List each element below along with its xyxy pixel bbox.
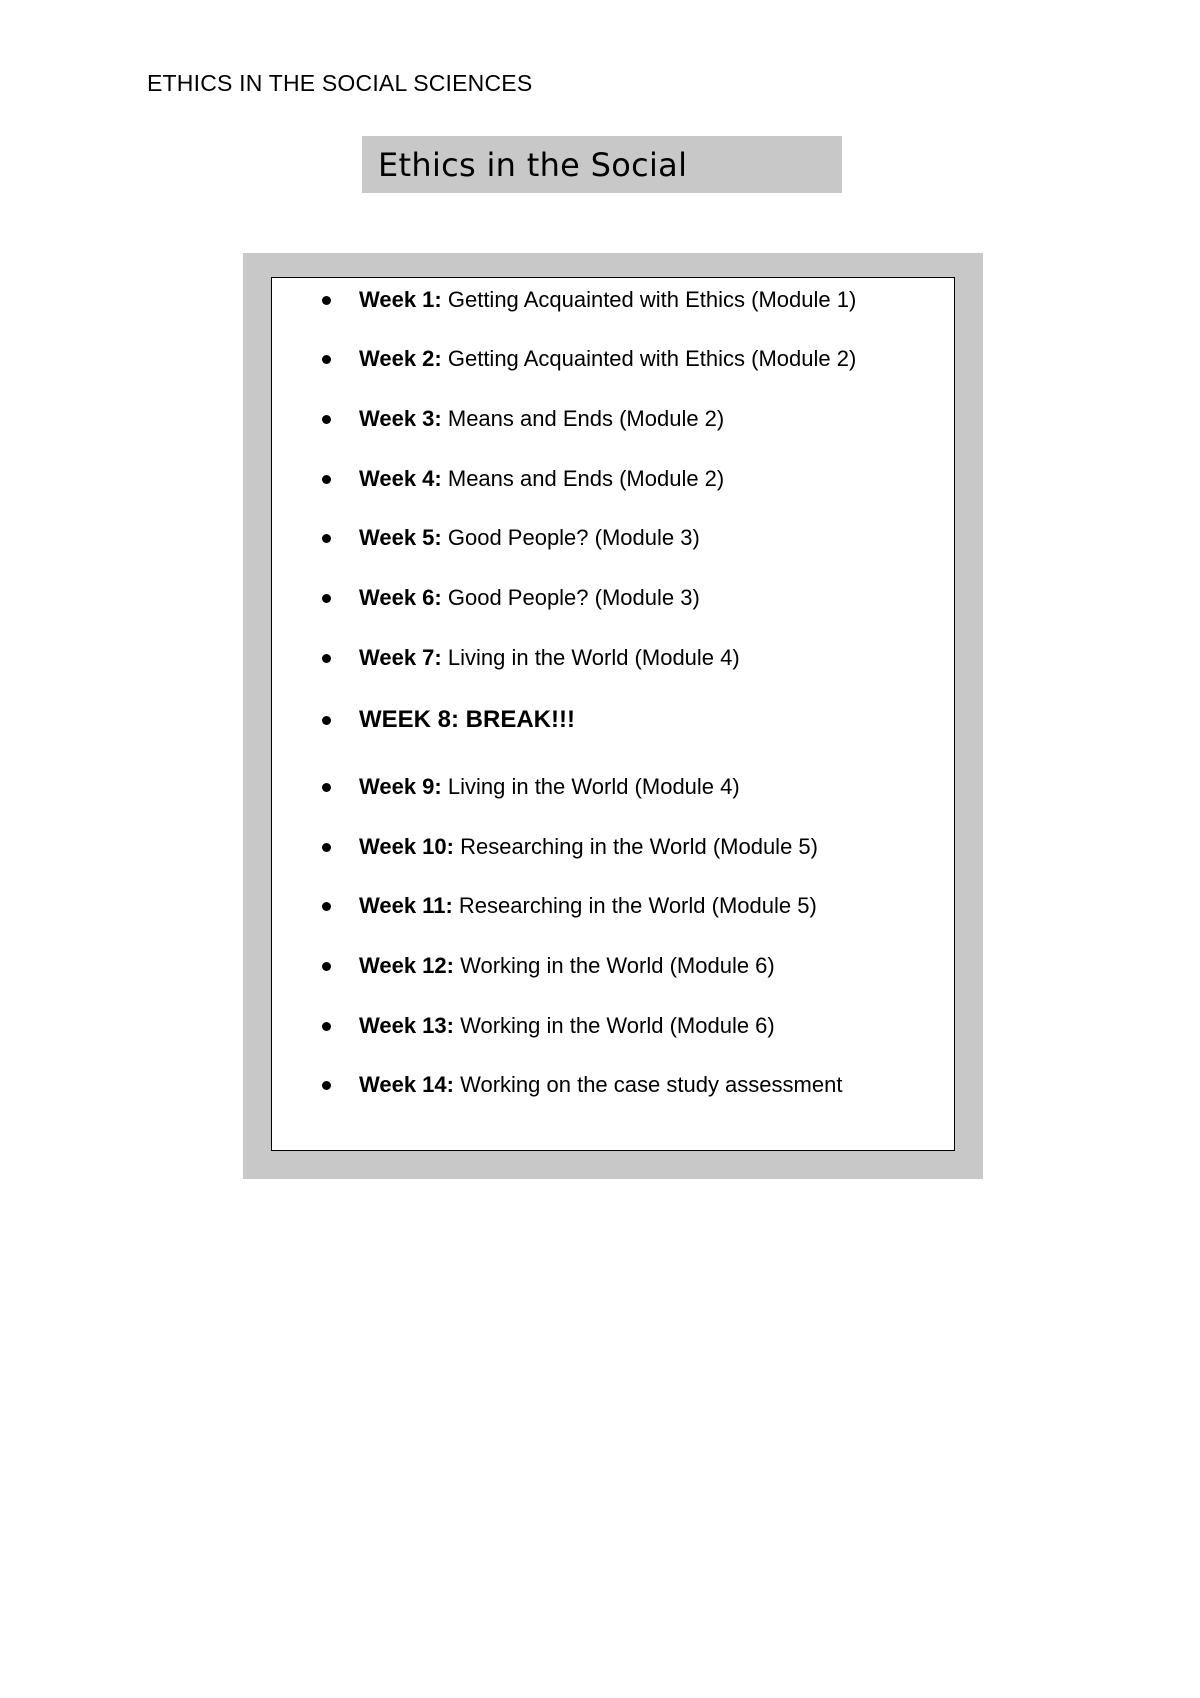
- week-label: Week 13:: [359, 1013, 454, 1038]
- week-topic: Living in the World (Module 4): [441, 645, 740, 670]
- bullet-icon: [322, 1081, 331, 1090]
- week-topic: Living in the World (Module 4): [441, 774, 740, 799]
- bullet-icon: [322, 415, 331, 424]
- bullet-icon: [322, 716, 331, 725]
- week-topic: Means and Ends (Module 2): [441, 406, 725, 431]
- bullet-icon: [322, 843, 331, 852]
- bullet-icon: [322, 475, 331, 484]
- week-topic: Getting Acquainted with Ethics (Module 2): [441, 346, 857, 371]
- week-label: Week 12:: [359, 953, 454, 978]
- bullet-icon: [322, 355, 331, 364]
- document-title: Ethics in the Social: [378, 145, 688, 184]
- week-topic: Researching in the World (Module 5): [453, 834, 818, 859]
- week-label: Week 10:: [359, 834, 454, 859]
- week-topic: Working on the case study assessment: [453, 1072, 843, 1097]
- week-label: Week 1:: [359, 287, 442, 312]
- title-box: [362, 136, 842, 193]
- week-topic: Means and Ends (Module 2): [441, 466, 725, 491]
- week-topic: Working in the World (Module 6): [453, 1013, 775, 1038]
- schedule-box: [271, 277, 955, 1151]
- week-label: Week 5:: [359, 525, 442, 550]
- bullet-icon: [322, 962, 331, 971]
- bullet-icon: [322, 654, 331, 663]
- week-label: Week 7:: [359, 645, 442, 670]
- running-header: ETHICS IN THE SOCIAL SCIENCES: [147, 70, 533, 96]
- bullet-icon: [322, 296, 331, 305]
- bullet-icon: [322, 783, 331, 792]
- bullet-icon: [322, 594, 331, 603]
- week-label: Week 14:: [359, 1072, 454, 1097]
- break-label: WEEK 8: BREAK!!!: [359, 706, 575, 733]
- week-topic: Good People? (Module 3): [441, 525, 700, 550]
- week-label: Week 11:: [359, 893, 453, 918]
- week-label: Week 9:: [359, 774, 442, 799]
- week-topic: Getting Acquainted with Ethics (Module 1): [441, 287, 857, 312]
- week-label: Week 4:: [359, 466, 442, 491]
- bullet-icon: [322, 534, 331, 543]
- bullet-icon: [322, 1022, 331, 1031]
- week-label: Week 2:: [359, 346, 442, 371]
- week-topic: Working in the World (Module 6): [453, 953, 775, 978]
- week-topic: Good People? (Module 3): [441, 585, 700, 610]
- week-label: Week 3:: [359, 406, 442, 431]
- week-topic: Researching in the World (Module 5): [452, 893, 817, 918]
- bullet-icon: [322, 902, 331, 911]
- week-label: Week 6:: [359, 585, 442, 610]
